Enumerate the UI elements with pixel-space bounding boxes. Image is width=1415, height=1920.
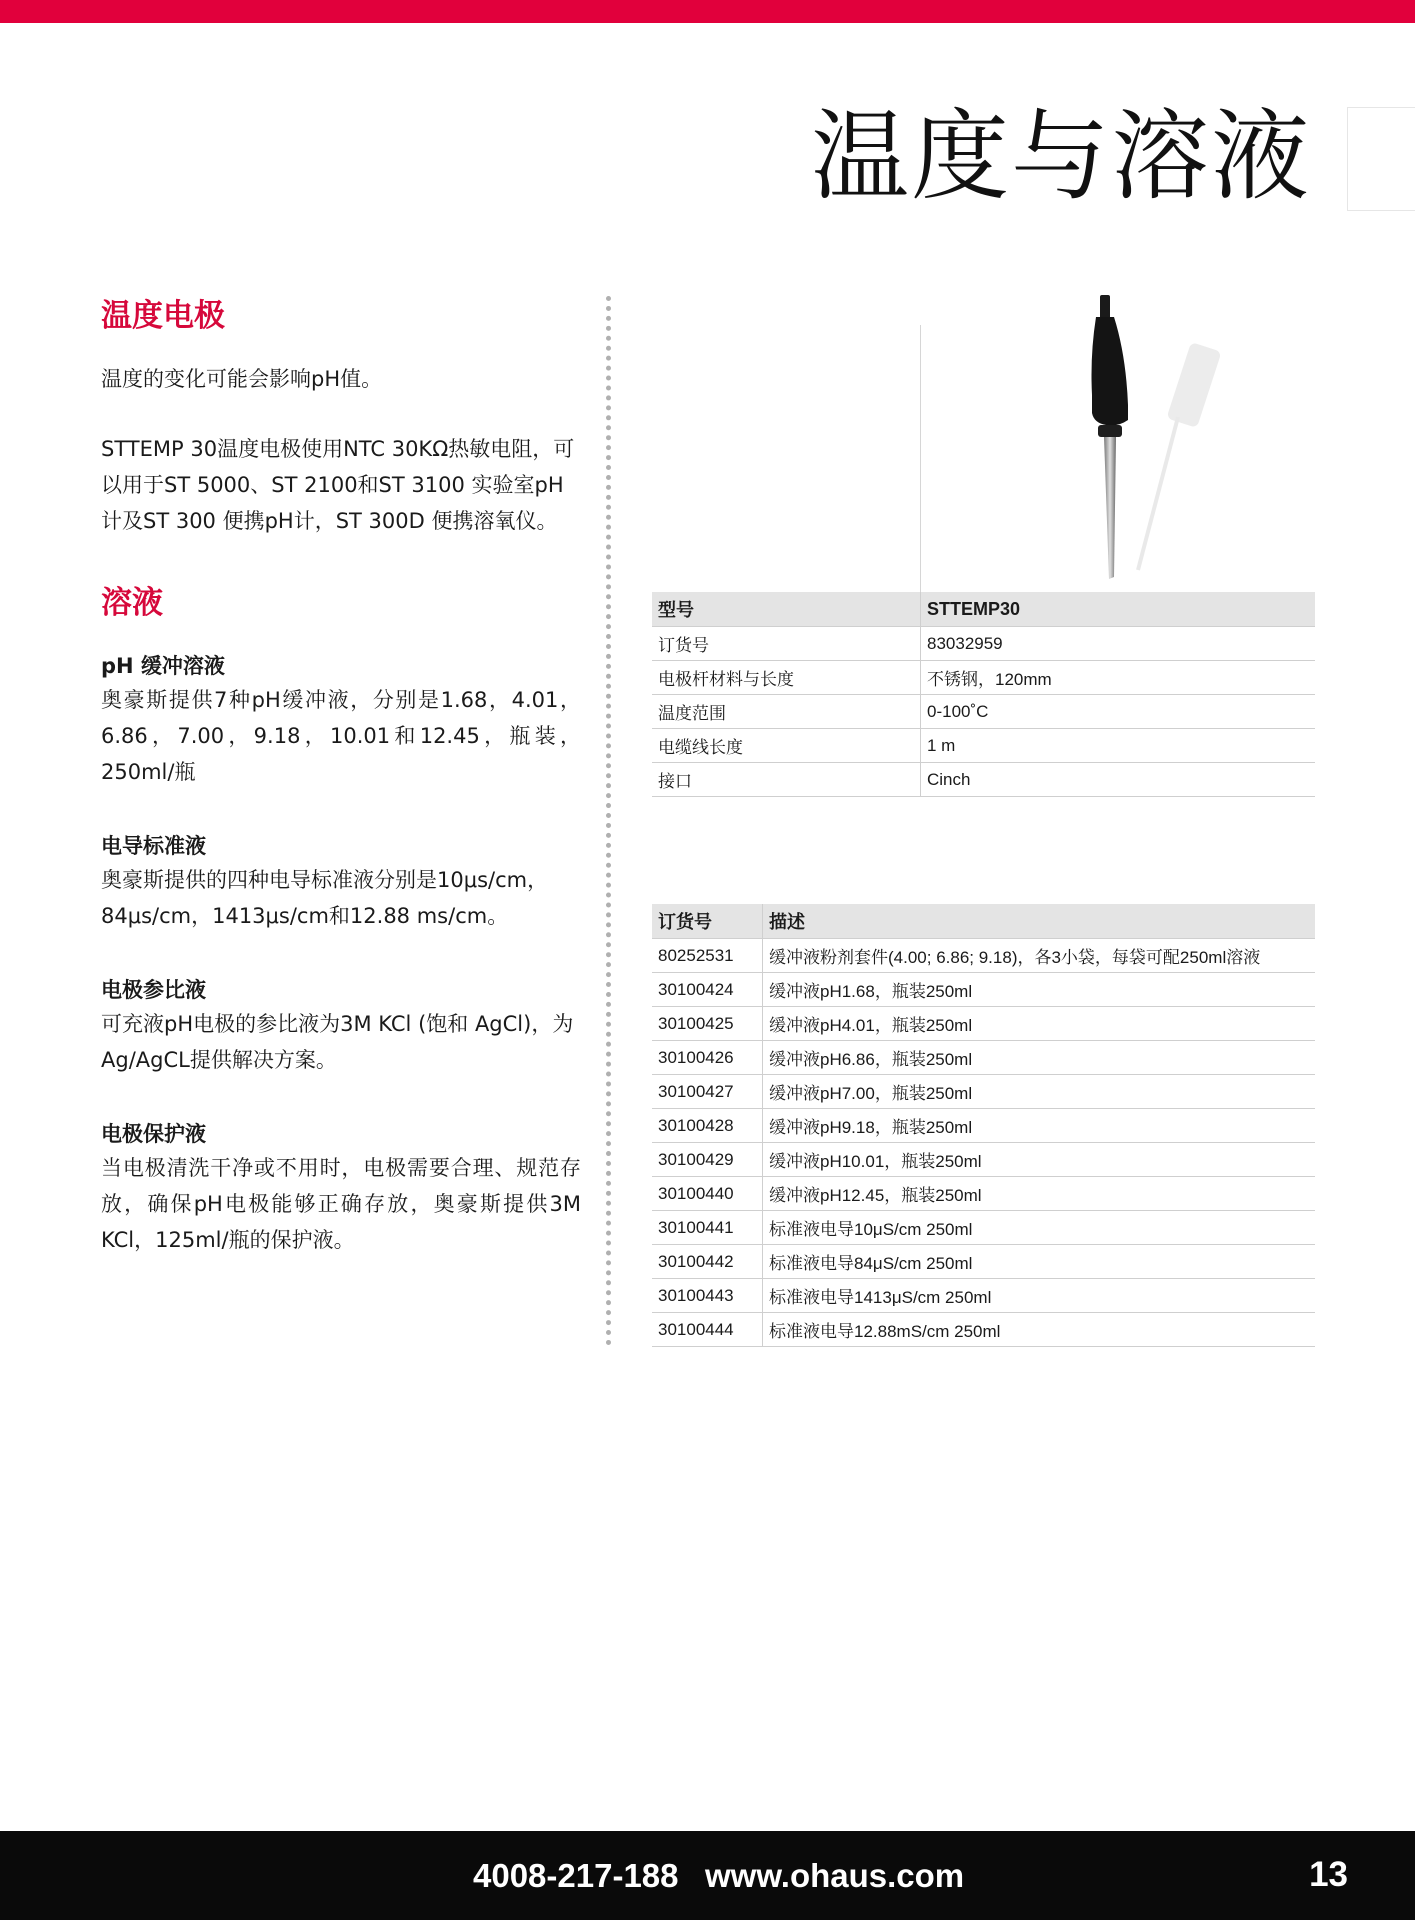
left-column [101,290,581,1298]
order-number: 30100426 [652,1041,763,1075]
table-row [652,1177,1315,1211]
table-row [652,1143,1315,1177]
spec-value: 0-100˚C [921,695,1316,729]
order-description: 缓冲液pH9.18，瓶装250ml [763,1109,1316,1143]
order-number: 30100424 [652,973,763,1007]
spec-label: 电极杆材料与长度 [652,661,921,695]
temp-desc-text: STTEMP 30温度电极使用NTC 30KΩ热敏电阻，可以用于ST 5000、ST 2100和ST 3100 实验室pH计及ST 300 便携pH计，ST 300D 便携溶氧仪。 [101,437,575,533]
section-tab [1347,107,1415,211]
column-divider [606,296,611,1346]
table-row [652,1211,1315,1245]
spec-label: 温度范围 [652,695,921,729]
spec-label: 接口 [652,763,921,797]
spec-value: 83032959 [921,627,1316,661]
reference-text: 可充液pH电极的参比液为3M KCl (饱和 AgCl)，为Ag/AgCL提供解决方案。 [101,1012,574,1072]
storage-title: 电极保护液 [101,1122,206,1146]
table-row [652,1245,1315,1279]
order-description: 缓冲液pH4.01，瓶装250ml [763,1007,1316,1041]
spec-label: 订货号 [652,627,921,661]
storage-text: 当电极清洗干净或不用时，电极需要合理、规范存放，确保pH电极能够正确存放，奥豪斯提供3M KCl，125ml/瓶的保护液。 [101,1156,581,1252]
table-row [652,1041,1315,1075]
temp-electrode-heading: 温度电极 [101,298,225,334]
conductivity-title: 电导标准液 [101,834,206,858]
temperature-probe-icon [920,295,1240,590]
order-number: 30100425 [652,1007,763,1041]
spec-label: 电缆线长度 [652,729,921,763]
table-row [652,695,1315,729]
footer-phone: 4008-217-188 [473,1857,679,1894]
order-description: 缓冲液pH1.68，瓶装250ml [763,973,1316,1007]
order-description: 缓冲液pH12.45，瓶装250ml [763,1177,1316,1211]
order-description: 标准液电导84μS/cm 250ml [763,1245,1316,1279]
solution-heading: 溶液 [101,585,163,621]
spec-table [652,592,1315,797]
storage-block [101,1118,581,1258]
buffer-block [101,650,581,790]
order-number: 80252531 [652,939,763,973]
order-number: 30100427 [652,1075,763,1109]
order-description: 标准液电导12.88mS/cm 250ml [763,1313,1316,1347]
order-description: 缓冲液pH7.00，瓶装250ml [763,1075,1316,1109]
spec-header-model: STTEMP30 [921,592,1316,627]
table-row [652,939,1315,973]
buffer-title: pH 缓冲溶液 [101,654,225,678]
order-header-number: 订货号 [652,904,763,939]
table-row [652,1075,1315,1109]
order-header-row [652,904,1315,939]
table-row [652,729,1315,763]
image-guide-line [920,325,921,615]
probe-image [920,295,1240,590]
spec-header-row [652,592,1315,627]
reference-block [101,974,581,1078]
footer-website-link[interactable]: www.ohaus.com [705,1857,965,1894]
table-row [652,1313,1315,1347]
order-number: 30100428 [652,1109,763,1143]
table-row [652,1279,1315,1313]
order-number: 30100442 [652,1245,763,1279]
table-row [652,973,1315,1007]
order-number: 30100440 [652,1177,763,1211]
table-row [652,1109,1315,1143]
table-row [652,1007,1315,1041]
order-description: 缓冲液pH10.01，瓶装250ml [763,1143,1316,1177]
conductivity-text: 奥豪斯提供的四种电导标准液分别是10μs/cm，84μs/cm，1413μs/cm和12.88 ms/cm。 [101,868,549,928]
order-table [652,904,1315,1347]
temp-intro-text: 温度的变化可能会影响pH值。 [101,367,383,391]
table-row [652,763,1315,797]
order-description: 缓冲液pH6.86，瓶装250ml [763,1041,1316,1075]
spec-value: Cinch [921,763,1316,797]
spec-value: 1 m [921,729,1316,763]
order-description: 标准液电导10μS/cm 250ml [763,1211,1316,1245]
buffer-text: 奥豪斯提供7种pH缓冲液，分别是1.68，4.01，6.86，7.00，9.18，10.01和12.45，瓶装，250ml/瓶 [101,688,581,784]
order-header-description: 描述 [763,904,1316,939]
order-number: 30100429 [652,1143,763,1177]
order-description: 缓冲液粉剂套件(4.00; 6.86; 9.18)，各3小袋，每袋可配250ml溶液 [763,939,1316,973]
order-number: 30100443 [652,1279,763,1313]
spec-value: 不锈钢，120mm [921,661,1316,695]
table-row [652,627,1315,661]
page-title: 温度与溶液 [810,100,1311,214]
order-description: 标准液电导1413μS/cm 250ml [763,1279,1316,1313]
footer-bar [0,1831,1415,1920]
page-number: 13 [1309,1855,1348,1894]
table-row [652,661,1315,695]
order-number: 30100441 [652,1211,763,1245]
top-accent-bar [0,0,1415,23]
order-number: 30100444 [652,1313,763,1347]
conductivity-block [101,830,581,934]
spec-header-label: 型号 [652,592,921,627]
reference-title: 电极参比液 [101,978,206,1002]
